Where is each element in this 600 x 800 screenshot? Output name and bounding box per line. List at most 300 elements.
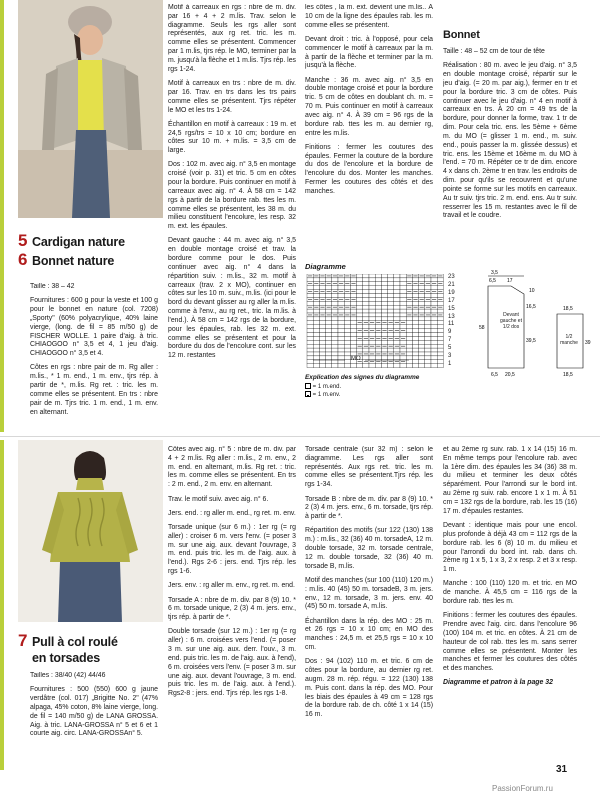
row-label: 5: [448, 345, 452, 352]
grid-cell: [381, 313, 387, 317]
grid-cell: [437, 309, 443, 313]
grid-cell: [350, 286, 356, 290]
bonnet-instructions: Réalisation : 80 m. avec le jeu d'aig. n° 3,5 en double montage croisé, répartir sur le jeu d'aig. (= 20 m. par aig.), fermer en tr et pour la bordure tric. 3 cm de côtes. Puis continuer avec le jeu d'aig. n° 4 en motif à carreaux en trs. À 20 cm = 49 trs de la bordure, pour donner la forme, trav. 1 tr de dim. Pour cela tric. ens. les 5ème + 6ème m. du MO (= glisser 1 m. end., m. suiv. end., pouis passer la m. glissée dessus) et tric. ens. les 15ème et 16ème m. du MO à l'end. = 70 m. Répéter ce tr de dim. encore 4 x dans ch. 2ème tr en trav. les endroits de dim. pour qu'ils se recouvrent et qu'une pointe se forme sur les motifs en carreaux. Au tr suiv. tjrs tric. 2 m. end. ens. Au tr suiv. resserrer les 15 m. restantes avec le fil de travail et le coudre.: [443, 62, 577, 220]
grid-cell: [425, 333, 431, 337]
schema-sleeve-label: 1/2 manche: [560, 334, 578, 346]
paragraph: Motif à carreaux en trs : nbre de m. div. par 16. Trav. en trs dans les trs pairs comme elles se présentent. Tjrs répéter le MO et les trs 1-24.: [168, 80, 296, 114]
grid-cell: [431, 294, 437, 298]
grid-cell: [400, 274, 406, 278]
row-label: 13: [448, 313, 455, 320]
grid-cell: [338, 286, 344, 290]
grid-cell: [437, 294, 443, 298]
grid-cell: [388, 274, 394, 278]
grid-cell: [363, 274, 369, 278]
grid-cell: [338, 301, 344, 305]
grid-cell: [332, 301, 338, 305]
dim-left: 58: [479, 325, 485, 331]
grid-cell: [332, 317, 338, 321]
grid-cell: [357, 286, 363, 290]
row-label: 3: [448, 353, 452, 360]
paragraph: les côtes , la m. ext. devient une m.lis.. À 10 cm de la ligne des épaules rab. les m. comme elles se présentent.: [305, 4, 433, 29]
paragraph: Échantillon dans la rép. des MO : 25 m. et 26 rgs = 10 x 10 cm; en MO des manches : 24,5 m. et 25,5 rgs = 10 x 10 cm.: [305, 617, 433, 652]
grid-cell: [357, 274, 363, 278]
grid-cell: [319, 309, 325, 313]
grid-cell: [307, 344, 313, 348]
grid-cell: [375, 282, 381, 286]
grid-cell: [313, 309, 319, 313]
materials-column: [30, 283, 158, 423]
knit-symbol: [305, 383, 311, 389]
mo-label: MO: [351, 356, 361, 362]
paragraph: Motif des manches (sur 100 (110) 120 m.) : m.lis. 40 (45) 50 m. torsadeB, 3 m. jers. env., 12 m. torsade, 3 m. jers. env. 40 (45) 50 m. torsade A, m.lis.: [305, 576, 433, 611]
grid-cell: [338, 278, 344, 282]
row-label: 15: [448, 305, 455, 312]
grid-cell: [437, 329, 443, 333]
grid-cell: [431, 352, 437, 356]
grid-cell: [425, 336, 431, 340]
paragraph: Torsade A : nbre de m. div. par 8 (9) 10. * 6 m. torsade unique, 2 (3) 4 m. jers. env., tjrs rép. à partir de *.: [168, 596, 296, 622]
grid-cell: [363, 333, 369, 337]
grid-cell: [357, 333, 363, 337]
grid-cell: [431, 325, 437, 329]
grid-cell: [326, 317, 332, 321]
model-title-cardigan: Cardigan nature: [32, 235, 125, 249]
grid-cell: [388, 313, 394, 317]
grid-cell: [350, 301, 356, 305]
grid-cell: [394, 333, 400, 337]
grid-cell: [437, 278, 443, 282]
grid-cell: [412, 348, 418, 352]
grid-cell: [431, 278, 437, 282]
grid-cell: [406, 294, 412, 298]
grid-cell: [419, 336, 425, 340]
grid-cell: [394, 294, 400, 298]
grid-cell: [431, 321, 437, 325]
grid-cell: [357, 290, 363, 294]
grid-cell: [419, 317, 425, 321]
grid-cell: [412, 321, 418, 325]
grid-cell: [326, 286, 332, 290]
grid-cell: [419, 321, 425, 325]
garment-schema: [463, 264, 593, 379]
grid-cell: [388, 294, 394, 298]
model-number-6: 6: [18, 249, 28, 269]
grid-cell: [350, 317, 356, 321]
grid-cell: [338, 340, 344, 344]
grid-cell: [425, 321, 431, 325]
grid-cell: [437, 340, 443, 344]
grid-cell: [394, 317, 400, 321]
model7-column-4: [443, 446, 577, 746]
grid-cell: [388, 333, 394, 337]
grid-cell: [412, 333, 418, 337]
grid-cell: [431, 348, 437, 352]
grid-cell: [419, 352, 425, 356]
grid-cell: [406, 340, 412, 344]
grid-cell: [400, 313, 406, 317]
grid-cell: [375, 309, 381, 313]
row-label: 11: [448, 321, 455, 328]
grid-cell: [344, 329, 350, 333]
grid-cell: [350, 329, 356, 333]
grid-cell: [344, 321, 350, 325]
grid-cell: [400, 309, 406, 313]
row-label: 7: [448, 337, 452, 344]
grid-cell: [400, 348, 406, 352]
grid-cell: [394, 282, 400, 286]
grid-cell: [412, 317, 418, 321]
grid-cell: [344, 333, 350, 337]
model7-title-line2: en torsades: [32, 650, 100, 665]
grid-cell: [332, 321, 338, 325]
grid-cell: [425, 294, 431, 298]
grid-cell: [363, 340, 369, 344]
grid-cell: [357, 348, 363, 352]
grid-cell: [431, 360, 437, 364]
grid-cell: [400, 297, 406, 301]
grid-cell: [437, 286, 443, 290]
grid-cell: [313, 333, 319, 337]
grid-cell: [425, 325, 431, 329]
grid-cell: [369, 348, 375, 352]
grid-cell: [388, 317, 394, 321]
grid-cell: [350, 294, 356, 298]
model7-column-3: [305, 446, 433, 776]
grid-cell: [332, 325, 338, 329]
mo-bracket: [305, 356, 415, 366]
grid-cell: [394, 297, 400, 301]
grid-cell: [307, 348, 313, 352]
pullover-illustration: [18, 440, 163, 622]
grid-cell: [326, 348, 332, 352]
grid-cell: [381, 305, 387, 309]
grid-cell: [381, 348, 387, 352]
page-reference: Diagramme et patron à la page 32: [443, 679, 553, 687]
grid-cell: [412, 309, 418, 313]
grid-cell: [332, 294, 338, 298]
grid-cell: [369, 325, 375, 329]
grid-cell: [406, 344, 412, 348]
grid-cell: [425, 364, 431, 368]
dim-sleeve-right: 39: [585, 340, 591, 346]
instructions-column-2: [168, 4, 296, 424]
grid-cell: [369, 297, 375, 301]
grid-cell: [394, 313, 400, 317]
grid-cell: [375, 305, 381, 309]
grid-cell: [388, 278, 394, 282]
grid-cell: [400, 282, 406, 286]
grid-cell: [313, 286, 319, 290]
grid-cell: [425, 329, 431, 333]
grid-cell: [394, 340, 400, 344]
grid-cell: [332, 336, 338, 340]
grid-cell: [369, 313, 375, 317]
grid-cell: [419, 309, 425, 313]
grid-cell: [406, 309, 412, 313]
grid-cell: [425, 317, 431, 321]
grid-cell: [332, 333, 338, 337]
grid-cell: [419, 286, 425, 290]
grid-cell: [406, 325, 412, 329]
grid-cell: [369, 294, 375, 298]
grid-cell: [326, 344, 332, 348]
grid-cell: [400, 325, 406, 329]
grid-cell: [332, 348, 338, 352]
grid-cell: [307, 301, 313, 305]
grid-cell: [369, 301, 375, 305]
model-title-bonnet: Bonnet nature: [32, 253, 115, 268]
grid-cell: [369, 340, 375, 344]
grid-cell: [338, 294, 344, 298]
grid-cell: [412, 301, 418, 305]
paragraph: Finitions : fermer les coutures des épaules. Fermer la couture de la bordure du dos de l'encolure et la bordure de l'encolure du dos. Monter les manches. Fermer les coutures des côtés et des manches.: [305, 143, 433, 195]
grid-cell: [412, 336, 418, 340]
paragraph: Échantillon en motif à carreaux : 19 m. et 24,5 rgs/trs = 10 x 10 cm; bordure en côtes sur 10 m. + m.lis. = 3,5 cm de large.: [168, 120, 296, 155]
dim-right2: 39,5: [526, 338, 536, 344]
grid-cell: [326, 325, 332, 329]
grid-cell: [388, 297, 394, 301]
grid-cell: [406, 278, 412, 282]
grid-cell: [412, 278, 418, 282]
dim-bottom2: 20,5: [505, 372, 515, 378]
grid-cell: [344, 340, 350, 344]
paragraph: Jers. env. : rg aller m. env., rg ret. m. end.: [168, 582, 295, 590]
grid-cell: [344, 309, 350, 313]
grid-cell: [319, 301, 325, 305]
grid-cell: [313, 321, 319, 325]
grid-cell: [338, 329, 344, 333]
grid-cell: [307, 329, 313, 333]
grid-cell: [363, 278, 369, 282]
grid-cell: [319, 278, 325, 282]
grid-cell: [437, 321, 443, 325]
grid-cell: [431, 301, 437, 305]
accent-bar-top: [0, 0, 4, 432]
grid-cell: [431, 364, 437, 368]
grid-cell: [332, 309, 338, 313]
grid-cell: [319, 333, 325, 337]
paragraph: Devant : identique mais pour une encol. plus profonde à déjà 43 cm = 112 rgs de la bordure rab. les 6 (8) 10 m. du milieu et pour l'arrondi du bord int. rab. dans ch. 2ème rg 1 x 5, 1 x 3, 2 x resp. 2 et 3 x resp. 1 m.: [443, 522, 577, 574]
paragraph: Jers. end. : rg aller m. end., rg ret. m. env.: [168, 509, 296, 517]
grid-cell: [369, 278, 375, 282]
grid-cell: [369, 333, 375, 337]
dim-h10: 10: [529, 288, 535, 294]
grid-cell: [357, 301, 363, 305]
grid-cell: [363, 282, 369, 286]
grid-cell: [431, 329, 437, 333]
grid-cell: [338, 333, 344, 337]
grid-cell: [419, 344, 425, 348]
grid-cell: [437, 364, 443, 368]
paragraph: Manche : 36 m. avec aig. n° 3,5 en double montage croisé et pour la bordure tric. 5 cm de côtes en doublant ch. m. = 70 m. Puis continuer en motif à carreaux avec aig. n° 4. À 39 cm = 96 rgs de la bordure rab. ttes les m. au dernier rg, entre les m.lis.: [305, 76, 433, 137]
grid-cell: [388, 282, 394, 286]
grid-cell: [381, 278, 387, 282]
grid-cell: [319, 294, 325, 298]
row-label: 9: [448, 329, 452, 336]
grid-cell: [332, 329, 338, 333]
grid-cell: [425, 301, 431, 305]
grid-cell: [313, 278, 319, 282]
bonnet-title: Bonnet: [443, 29, 480, 41]
grid-cell: [400, 305, 406, 309]
grid-cell: [381, 282, 387, 286]
cardigan-illustration: [18, 0, 163, 218]
grid-cell: [344, 294, 350, 298]
grid-cell: [425, 340, 431, 344]
grid-cell: [307, 309, 313, 313]
grid-cell: [437, 336, 443, 340]
grid-cell: [388, 305, 394, 309]
dim-right1: 16,5: [526, 304, 536, 310]
model7-sizes: Tailles : 38/40 (42) 44/46: [30, 672, 106, 679]
purl-symbol: [305, 391, 311, 397]
grid-cell: [313, 336, 319, 340]
model7-materials: [30, 672, 158, 772]
grid-cell: [394, 290, 400, 294]
grid-cell: [437, 360, 443, 364]
size-text: Taille : 38 – 42: [30, 283, 75, 290]
grid-cell: [381, 301, 387, 305]
grid-cell: [400, 301, 406, 305]
grid-cell: [307, 336, 313, 340]
grid-cell: [431, 309, 437, 313]
grid-cell: [381, 274, 387, 278]
grid-cell: [357, 297, 363, 301]
grid-cell: [406, 321, 412, 325]
grid-cell: [332, 340, 338, 344]
dim-top3: 17: [507, 278, 513, 284]
grid-cell: [431, 336, 437, 340]
grid-cell: [350, 336, 356, 340]
grid-cell: [431, 333, 437, 337]
paragraph: Torsade B : nbre de m. div. par 8 (9) 10. * 2 (3) 4 m. jers. env., 6 m. torsade, tjrs rép. à partir de *.: [305, 495, 433, 521]
grid-cell: [369, 317, 375, 321]
grid-cell: [431, 286, 437, 290]
grid-cell: [357, 278, 363, 282]
page-number: 31: [556, 764, 568, 775]
grid-cell: [319, 321, 325, 325]
paragraph: Devant gauche : 44 m. avec aig. n° 3,5 en double montage croisé et trav. la bordure comme pour le dos. Puis continuer avec aig. n° 4 dans la répartition suiv. : m.lis., 32 m. motif à carreaux (trav. 2 x MO), continuer en côtes sur les 10 m. suiv., m.lis. (ici pour le bord du devant glisser au rg aller la m.lis. comme à l'env., au rg ret., tric. la m.lis. à l'end.). À 58 cm = 142 rgs de la bordure, pour les épaules, rab. les 32 m. ext. comme elles se présentent et pour la bordure du dos de l'encolure cont. sur les 12 m. restantes: [168, 237, 296, 360]
grid-cell: [425, 286, 431, 290]
grid-cell: [400, 333, 406, 337]
grid-cell: [369, 286, 375, 290]
grid-cell: [425, 348, 431, 352]
grid-cell: [412, 329, 418, 333]
grid-cell: [313, 329, 319, 333]
model7-supplies: Fournitures : 500 (550) 600 g jaune verdâtre (col. 017) „Brigitte No. 2" (47% alpaga, 45% coton, 8% laine vierge, long. de fil = 140 m/50 g) de LANA GROSSA. Aig. à tric. LANA-GROSSA n° 5 et 6 et 1 courte aig. circ. LANA-GROSSAn° 5.: [30, 686, 158, 738]
grid-cell: [307, 325, 313, 329]
pullover-photo: [18, 440, 163, 622]
grid-cell: [307, 321, 313, 325]
paragraph: Répartition des motifs (sur 122 (130) 138 m.) : m.lis., 32 (36) 40 m. torsadeA, 12 m. double torsade, 32 m. torsade centrale, 12 m. double torsade, 32 (36) 40 m. torsade B, m.lis.: [305, 527, 433, 570]
grid-cell: [357, 282, 363, 286]
grid-cell: [363, 305, 369, 309]
grid-cell: [412, 294, 418, 298]
grid-cell: [437, 356, 443, 360]
grid-cell: [326, 340, 332, 344]
bonnet-column: [443, 28, 577, 238]
grid-cell: [307, 340, 313, 344]
paragraph: Dos : 102 m. avec aig. n° 3,5 en montage croisé (voir p. 31) et tric. 5 cm en côtes pour la bordure. Puis continuer en motif à carreaux avec aig. n° 4. À 58 cm = 142 rgs à partir de la bordure rab. ttes les m. comme elles se présentent, les 38 m. du milieu constituent l'encolure, les resp. 32 m. ext. les épaules.: [168, 161, 296, 231]
grid-cell: [357, 317, 363, 321]
grid-cell: [375, 301, 381, 305]
grid-cell: [369, 282, 375, 286]
grid-cell: [357, 340, 363, 344]
grid-cell: [369, 309, 375, 313]
dim-bottom1: 6,5: [491, 372, 498, 378]
paragraph: Finitions : fermer les coutures des épaules. Prendre avec l'aig. circ. dans l'encolure 96 (100) 104 m. et tric. en côtes. À 21 cm de hauteur de col rab. ttes les m. sans serrer comme elles se présentent. Monter les manches et fermer les coutures des côtés et des manches.: [443, 612, 577, 673]
grid-cell: [350, 309, 356, 313]
grid-cell: [338, 309, 344, 313]
grid-cell: [313, 348, 319, 352]
grid-cell: [375, 294, 381, 298]
grid-cell: [412, 340, 418, 344]
grid-cell: [363, 325, 369, 329]
grid-cell: [394, 305, 400, 309]
model-number-5: 5: [18, 231, 28, 250]
grid-cell: [363, 301, 369, 305]
grid-cell: [344, 286, 350, 290]
row-label: 1: [448, 360, 452, 367]
grid-cell: [344, 317, 350, 321]
grid-cell: [400, 340, 406, 344]
grid-cell: [388, 340, 394, 344]
grid-cell: [344, 348, 350, 352]
grid-cell: [437, 301, 443, 305]
dim-sleeve-bottom: 18,5: [563, 372, 573, 378]
dim-top2: 6,5: [489, 278, 496, 284]
ribbing-text: Côtes en rgs : nbre pair de m. Rg aller : m.lis., * 1 m. end., 1 m. env., tjrs rép. à partir de *, m.lis. Rg ret. : tric. les m. comme elles se présentent. En trs : nbre pair de m. Tjrs tric. 1 m. end., 1 m. env. en alternant.: [30, 364, 158, 416]
grid-cell: [412, 325, 418, 329]
grid-cell: [425, 352, 431, 356]
paragraph: Côtes avec aig. n° 5 : nbre de m. div. par 4 + 2 m.lis. Rg aller : m.lis., 2 m. env., 2 m. end. en alternant, m.lis. Rg ret. : tric. les m. comme elles se présentent. En trs : 2 m. end., 2 m. env. en alternant.: [168, 446, 296, 489]
grid-cell: [326, 309, 332, 313]
grid-cell: [375, 286, 381, 290]
grid-cell: [338, 344, 344, 348]
model-title-block: [18, 230, 168, 270]
grid-cell: [319, 286, 325, 290]
paragraph: Dos : 94 (102) 110 m. et tric. 6 cm de côtes pour la bordure, au dernier rg ret. augm. 28 m. rép. régu. = 122 (130) 138 m. Puis cont. dans la rép. des MO. Pour les biais des épaules à 49 cm = 128 rgs de la bordure rab. de ch. côté 1 x 14 (15) 16 m.: [305, 658, 433, 719]
grid-cell: [431, 344, 437, 348]
legend: [305, 383, 341, 399]
grid-cell: [338, 336, 344, 340]
watermark: PassionForum.ru: [492, 784, 553, 793]
grid-cell: [313, 301, 319, 305]
grid-cell: [406, 333, 412, 337]
grid-cell: [338, 348, 344, 352]
grid-cell: [313, 317, 319, 321]
grid-cell: [332, 278, 338, 282]
grid-cell: [326, 333, 332, 337]
grid-cell: [344, 325, 350, 329]
grid-cell: [326, 329, 332, 333]
diagram-title: Diagramme: [305, 262, 346, 271]
grid-cell: [375, 340, 381, 344]
grid-cell: [363, 290, 369, 294]
grid-cell: [419, 301, 425, 305]
grid-cell: [357, 313, 363, 317]
grid-cell: [425, 309, 431, 313]
grid-cell: [381, 290, 387, 294]
grid-cell: [375, 274, 381, 278]
grid-cell: [369, 305, 375, 309]
cardigan-photo: [18, 0, 163, 218]
grid-cell: [350, 333, 356, 337]
grid-cell: [425, 356, 431, 360]
grid-cell: [332, 344, 338, 348]
grid-cell: [350, 321, 356, 325]
grid-cell: [357, 325, 363, 329]
